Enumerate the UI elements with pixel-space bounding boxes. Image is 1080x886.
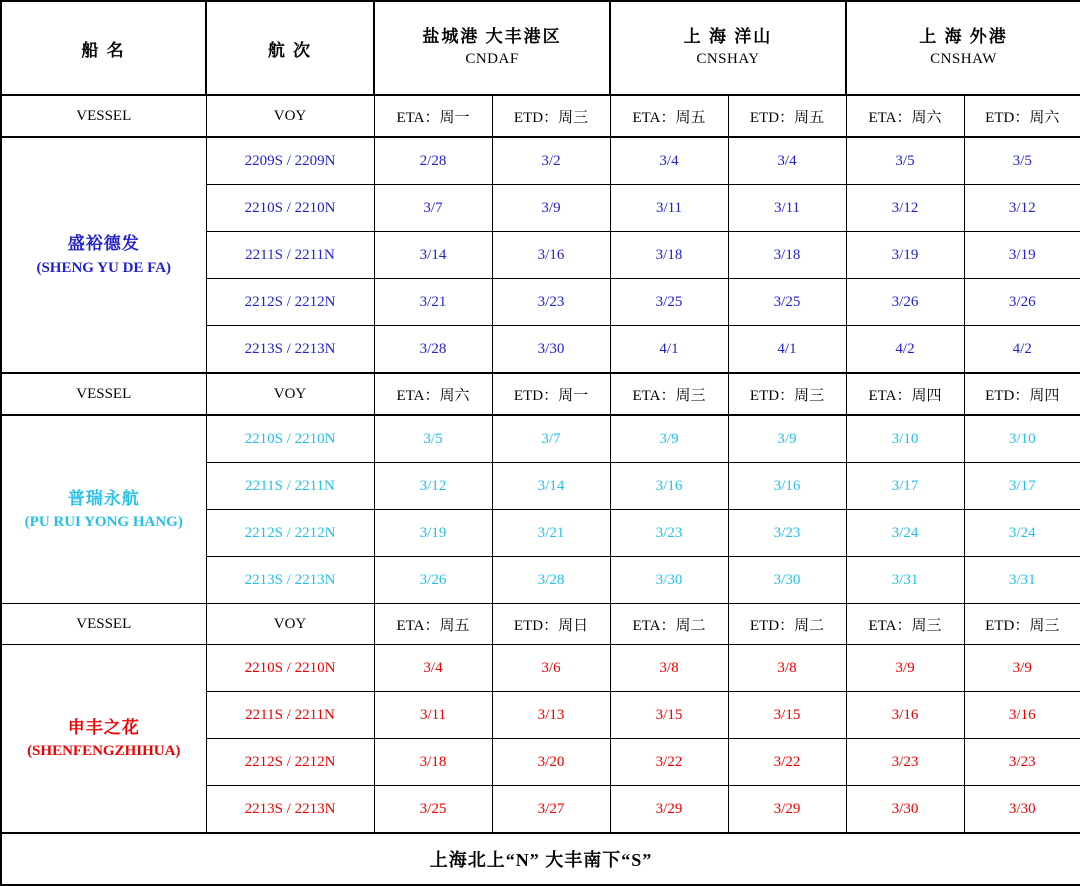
schedule-date: 3/19 [846,232,964,279]
voyage-number: 2210S / 2210N [206,185,374,232]
schedule-date: 3/27 [492,786,610,834]
schedule-date: 3/7 [492,415,610,463]
schedule-date: 3/11 [728,185,846,232]
schedule-date: 3/12 [846,185,964,232]
schedule-date: 3/31 [846,557,964,604]
voyage-number: 2212S / 2212N [206,279,374,326]
voyage-number: 2212S / 2212N [206,739,374,786]
schedule-date: 3/8 [728,645,846,692]
schedule-date: 4/2 [846,326,964,374]
schedule-date: 3/14 [492,463,610,510]
schedule-date: 3/26 [846,279,964,326]
schedule-date: 3/5 [964,137,1080,185]
schedule-date: 3/17 [964,463,1080,510]
vessel-name-en-2: (PU RUI YONG HANG) [24,514,183,530]
schedule-date: 3/16 [492,232,610,279]
group-1-day-header-5: ETA：周六 [846,95,964,137]
footer-note-row [1,833,1080,885]
schedule-date: 3/16 [610,463,728,510]
schedule-date: 3/26 [964,279,1080,326]
schedule-date: 3/30 [964,786,1080,834]
header-vessel-cn: 船 名 [1,1,206,95]
group-2-day-header-2: ETD：周一 [492,373,610,415]
header-port-1-cn: 盐城港 大丰港区 [422,27,562,47]
schedule-date: 3/16 [964,692,1080,739]
schedule-date: 3/25 [610,279,728,326]
table-row [1,645,1080,692]
group-3-subheader-row [1,604,1080,645]
group-3-day-header-5: ETA：周三 [846,604,964,645]
schedule-date: 3/11 [610,185,728,232]
header-port-1 [374,1,610,95]
vessel-name-cell-3 [1,645,206,834]
table-row [1,415,1080,463]
schedule-date: 3/30 [492,326,610,374]
schedule-date: 3/23 [492,279,610,326]
schedule-date: 3/4 [610,137,728,185]
group-1-day-header-3: ETA：周五 [610,95,728,137]
schedule-date: 3/28 [492,557,610,604]
group-3-day-header-1: ETA：周五 [374,604,492,645]
group-2-day-header-6: ETD：周四 [964,373,1080,415]
header-port-2-code: CNSHAY [696,51,760,68]
vessel-name-cn-1: 盛裕德发 [67,234,140,253]
schedule-date: 3/23 [728,510,846,557]
schedule-date: 3/13 [492,692,610,739]
group-1-day-header-2: ETD：周三 [492,95,610,137]
schedule-date: 3/23 [964,739,1080,786]
group-3-day-header-2: ETD：周日 [492,604,610,645]
schedule-date: 2/28 [374,137,492,185]
group-2-day-header-4: ETD：周三 [728,373,846,415]
schedule-date: 3/21 [492,510,610,557]
schedule-date: 3/2 [492,137,610,185]
table-row [1,137,1080,185]
schedule-date: 3/18 [374,739,492,786]
voyage-number: 2209S / 2209N [206,137,374,185]
vessel-name-cn-3: 申丰之花 [67,717,140,737]
header-voy-cn: 航 次 [206,1,374,95]
vessel-name-cell-1 [1,137,206,373]
voyage-number: 2211S / 2211N [206,463,374,510]
schedule-date: 3/24 [846,510,964,557]
schedule-date: 3/29 [610,786,728,834]
group-1-day-header-6: ETD：周六 [964,95,1080,137]
vessel-name-en-3: (SHENFENGZHIHUA) [27,743,181,759]
schedule-date: 3/18 [610,232,728,279]
vessel-name-cn-2: 普瑞永航 [67,488,140,508]
schedule-date: 3/5 [374,415,492,463]
voyage-number: 2211S / 2211N [206,232,374,279]
header-port-3-code: CNSHAW [930,51,997,68]
subheader-vessel-label-2: VESSEL [1,373,206,415]
schedule-date: 3/12 [374,463,492,510]
subheader-voy-label-2: VOY [206,373,374,415]
schedule-date: 3/7 [374,185,492,232]
voyage-number: 2210S / 2210N [206,415,374,463]
voyage-number: 2213S / 2213N [206,786,374,834]
subheader-voy-label-3: VOY [206,604,374,645]
schedule-date: 3/4 [374,645,492,692]
schedule-date: 3/18 [728,232,846,279]
group-2-day-header-1: ETA：周六 [374,373,492,415]
group-3-day-header-4: ETD：周二 [728,604,846,645]
schedule-date: 3/15 [610,692,728,739]
schedule-date: 3/25 [374,786,492,834]
schedule-date: 3/23 [610,510,728,557]
schedule-date: 3/31 [964,557,1080,604]
schedule-date: 3/22 [728,739,846,786]
schedule-date: 3/14 [374,232,492,279]
schedule-date: 3/26 [374,557,492,604]
subheader-vessel-label-1: VESSEL [1,95,206,137]
schedule-date: 3/29 [728,786,846,834]
footer-note: 上海北上“N” 大丰南下“S” [1,833,1080,885]
group-2-day-header-5: ETA：周四 [846,373,964,415]
schedule-date: 3/11 [374,692,492,739]
schedule-date: 4/1 [728,326,846,374]
schedule-date: 3/21 [374,279,492,326]
group-1-day-header-4: ETD：周五 [728,95,846,137]
schedule-date: 4/2 [964,326,1080,374]
schedule-date: 3/9 [610,415,728,463]
header-port-1-code: CNDAF [465,51,519,68]
schedule-date: 3/24 [964,510,1080,557]
schedule-date: 3/5 [846,137,964,185]
voyage-number: 2211S / 2211N [206,692,374,739]
schedule-date: 3/4 [728,137,846,185]
schedule-date: 3/9 [846,645,964,692]
voyage-number: 2212S / 2212N [206,510,374,557]
schedule-date: 3/10 [964,415,1080,463]
schedule-date: 3/28 [374,326,492,374]
schedule-date: 4/1 [610,326,728,374]
schedule-date: 3/30 [610,557,728,604]
group-1-day-header-1: ETA：周一 [374,95,492,137]
schedule-date: 3/6 [492,645,610,692]
vessel-name-en-1: (SHENG YU DE FA) [36,259,172,276]
schedule-date: 3/9 [964,645,1080,692]
schedule-date: 3/9 [492,185,610,232]
schedule-date: 3/8 [610,645,728,692]
schedule-date: 3/23 [846,739,964,786]
group-2-day-header-3: ETA：周三 [610,373,728,415]
schedule-date: 3/15 [728,692,846,739]
schedule-date: 3/30 [846,786,964,834]
schedule-date: 3/17 [846,463,964,510]
subheader-voy-label-1: VOY [206,95,374,137]
schedule-date: 3/22 [610,739,728,786]
header-port-2 [610,1,846,95]
schedule-date: 3/30 [728,557,846,604]
schedule-date: 3/10 [846,415,964,463]
voyage-number: 2213S / 2213N [206,557,374,604]
group-2-subheader-row [1,373,1080,415]
schedule-date: 3/20 [492,739,610,786]
schedule-date: 3/12 [964,185,1080,232]
schedule-date: 3/25 [728,279,846,326]
schedule-date: 3/19 [964,232,1080,279]
schedule-date: 3/19 [374,510,492,557]
voyage-number: 2210S / 2210N [206,645,374,692]
group-3-day-header-3: ETA：周二 [610,604,728,645]
header-port-3-cn: 上 海 外港 [919,27,1008,47]
group-3-day-header-6: ETD：周三 [964,604,1080,645]
subheader-vessel-label-3: VESSEL [1,604,206,645]
schedule-date: 3/16 [846,692,964,739]
header-port-2-cn: 上 海 洋山 [683,27,773,47]
voyage-number: 2213S / 2213N [206,326,374,374]
schedule-date: 3/9 [728,415,846,463]
header-port-3 [846,1,1080,95]
group-1-subheader-row [1,95,1080,137]
vessel-name-cell-2 [1,415,206,604]
schedule-date: 3/16 [728,463,846,510]
table-header-row [1,1,1080,95]
